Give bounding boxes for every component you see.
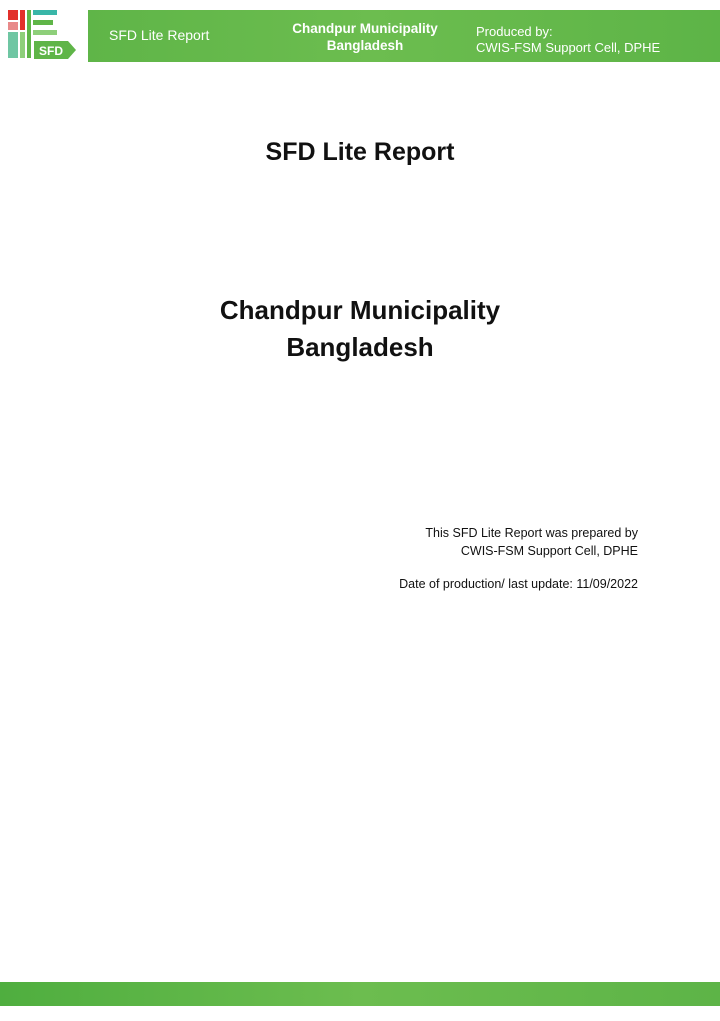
production-date: Date of production/ last update: 11/09/2022 xyxy=(399,577,638,591)
country-name: Bangladesh xyxy=(286,332,434,362)
municipality-name: Chandpur Municipality xyxy=(219,295,501,325)
header-municipality-name: Chandpur Municipality xyxy=(292,21,438,36)
prepared-by-line: This SFD Lite Report was prepared by xyxy=(425,526,638,540)
header-producer xyxy=(476,24,660,56)
header-country: Bangladesh xyxy=(326,38,404,53)
prepared-by-org: CWIS-FSM Support Cell, DPHE xyxy=(460,544,638,558)
document-title: SFD Lite Report xyxy=(265,138,455,166)
prepared-by-block xyxy=(360,524,638,560)
header-municipality xyxy=(270,20,460,54)
page-footer-bar xyxy=(0,982,720,1006)
sfd-logo xyxy=(6,8,80,64)
header-banner xyxy=(88,10,720,62)
header-produced-label: Produced by: xyxy=(476,24,553,39)
page-header xyxy=(0,8,720,64)
municipality-heading xyxy=(0,292,720,366)
header-report-label: SFD Lite Report xyxy=(109,27,210,43)
logo-text: SFD xyxy=(39,44,63,58)
header-producer-name: CWIS-FSM Support Cell, DPHE xyxy=(476,40,661,55)
